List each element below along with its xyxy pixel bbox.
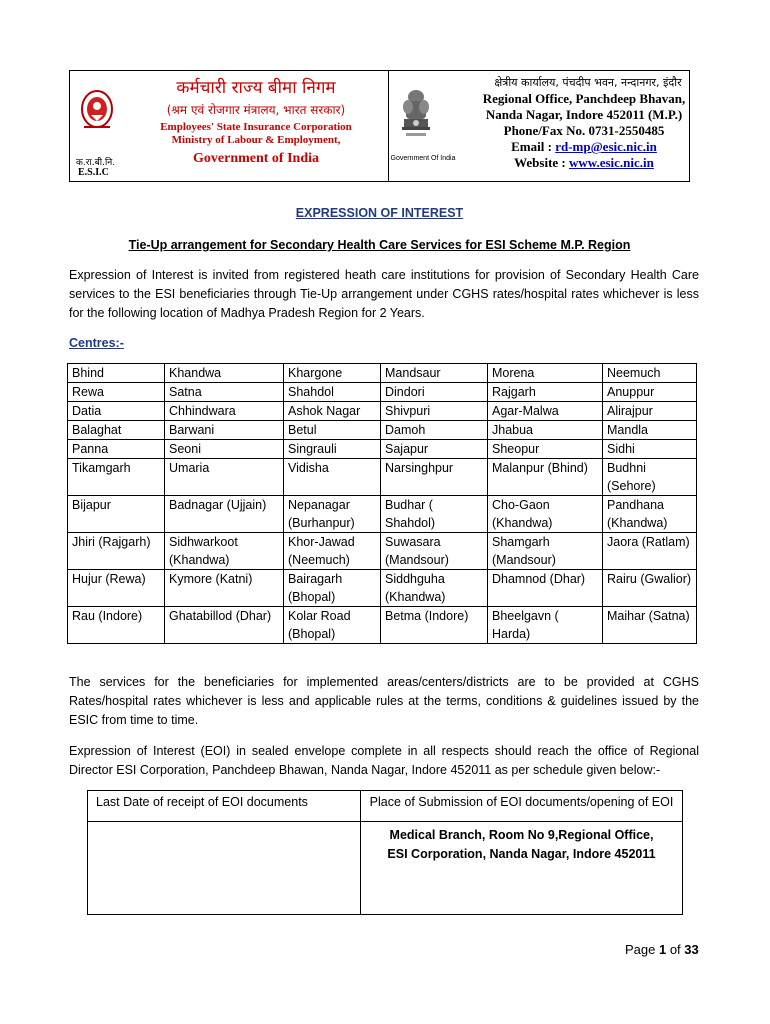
centres-row — [68, 459, 697, 496]
centre-cell: Narsinghpur — [381, 459, 488, 496]
website-label: Website : — [514, 155, 569, 170]
centre-cell: Shamgarh (Mandsour) — [488, 533, 603, 570]
centre-cell: Khargone — [284, 364, 381, 383]
centre-cell: Jaora (Ratlam) — [603, 533, 697, 570]
centre-cell: Alirajpur — [603, 402, 697, 421]
centre-cell: Mandla — [603, 421, 697, 440]
centre-cell: Tikamgarh — [68, 459, 165, 496]
centre-cell: Bheelgavn ( Harda) — [488, 607, 603, 644]
centre-cell: Anuppur — [603, 383, 697, 402]
centre-cell: Malanpur (Bhind) — [488, 459, 603, 496]
centre-cell: Betul — [284, 421, 381, 440]
centres-heading: Centres:- — [69, 336, 124, 350]
email-link[interactable]: rd-mp@esic.nic.in — [555, 139, 657, 154]
email-row — [478, 139, 690, 155]
website-row — [478, 155, 690, 171]
centre-cell: Rewa — [68, 383, 165, 402]
govt-name: Government of India — [193, 151, 319, 166]
schedule-header-row — [88, 791, 683, 822]
centre-cell: Umaria — [165, 459, 284, 496]
org-name-hindi: कर्मचारी राज्य बीमा निगम — [176, 78, 336, 98]
page-total: 33 — [684, 942, 699, 957]
centre-cell: Rairu (Gwalior) — [603, 570, 697, 607]
centre-cell: Bhind — [68, 364, 165, 383]
services-paragraph: The services for the beneficiaries for implemented areas/centers/districts are to be provided at CGHS Rates/hospital rates whichever is less and applicable rules at the terms, conditions & guidelines issued by the ESIC from time to time. — [69, 675, 699, 727]
page-number — [625, 940, 699, 959]
esic-hindi-abbr: क.रा.बी.नि. — [76, 158, 116, 168]
centre-cell: Datia — [68, 402, 165, 421]
centre-cell: Sidhwarkoot (Khandwa) — [165, 533, 284, 570]
centres-row — [68, 364, 697, 383]
intro-paragraph: Expression of Interest is invited from registered heath care institutions for provision of Secondary Health Care services to the ESI beneficiaries through Tie-Up arrangement under CGHS rates/hospital rates whichever is less for the following location of Madhya Pradesh Region for 2 Years. — [69, 268, 699, 320]
centre-cell: Jhiri (Rajgarh) — [68, 533, 165, 570]
centre-cell: Panna — [68, 440, 165, 459]
national-emblem-icon — [396, 87, 436, 141]
centre-cell: Bijapur — [68, 496, 165, 533]
centre-cell: Cho-Gaon (Khandwa) — [488, 496, 603, 533]
email-label: Email : — [511, 139, 556, 154]
centre-cell: Barwani — [165, 421, 284, 440]
letterhead-left-panel — [70, 71, 389, 181]
centres-row — [68, 421, 697, 440]
centre-cell: Rau (Indore) — [68, 607, 165, 644]
centre-cell: Ashok Nagar — [284, 402, 381, 421]
centre-cell: Sheopur — [488, 440, 603, 459]
page-of: of — [666, 942, 685, 957]
centres-table — [67, 363, 697, 644]
centre-cell: Betma (Indore) — [381, 607, 488, 644]
schedule-place-value: Medical Branch, Room No 9,Regional Office, ESI Corporation, Nanda Nagar, Indore 452011 — [361, 822, 683, 915]
centre-cell: Nepanagar (Burhanpur) — [284, 496, 381, 533]
centre-cell: Badnagar (Ujjain) — [165, 496, 284, 533]
org-en-line1: Employees' State Insurance Corporation — [160, 121, 352, 133]
regional-office-hindi: क्षेत्रीय कार्यालय, पंचदीप भवन, नन्दानगर, इंदौर — [494, 76, 682, 89]
centre-cell: Pandhana (Khandwa) — [603, 496, 697, 533]
page-current: 1 — [658, 942, 667, 957]
schedule-header-place: Place of Submission of EOI documents/opening of EOI — [361, 791, 683, 822]
org-en-line2: Ministry of Labour & Employment, — [171, 134, 341, 146]
ro-line3: Phone/Fax No. 0731-2550485 — [503, 123, 665, 138]
centre-cell: Khandwa — [165, 364, 284, 383]
centre-cell: Morena — [488, 364, 603, 383]
website-link[interactable]: www.esic.nic.in — [569, 155, 654, 170]
centre-cell: Seoni — [165, 440, 284, 459]
centre-cell: Shivpuri — [381, 402, 488, 421]
centre-cell: Ghatabillod (Dhar) — [165, 607, 284, 644]
centres-table-body — [68, 364, 697, 644]
centre-cell: Suwasara (Mandsour) — [381, 533, 488, 570]
letterhead-right-panel — [388, 71, 689, 181]
emblem-caption: Government Of India — [390, 155, 456, 162]
centre-cell: Dhamnod (Dhar) — [488, 570, 603, 607]
centre-cell: Kolar Road (Bhopal) — [284, 607, 381, 644]
schedule-date-value — [88, 822, 361, 915]
centre-cell: Neemuch — [603, 364, 697, 383]
centre-cell: Sidhi — [603, 440, 697, 459]
ministry-hindi: (श्रम एवं रोजगार मंत्रालय, भारत सरकार) — [166, 103, 346, 117]
ro-line2: Nanda Nagar, Indore 452011 (M.P.) — [485, 107, 683, 122]
centres-row — [68, 496, 697, 533]
centre-cell: Chhindwara — [165, 402, 284, 421]
centres-row — [68, 440, 697, 459]
centre-cell: Satna — [165, 383, 284, 402]
centres-row — [68, 607, 697, 644]
centre-cell: Khor-Jawad (Neemuch) — [284, 533, 381, 570]
ro-line1: Regional Office, Panchdeep Bhavan, — [482, 91, 686, 106]
centre-cell: Balaghat — [68, 421, 165, 440]
centre-cell: Jhabua — [488, 421, 603, 440]
document-title: EXPRESSION OF INTEREST — [295, 206, 464, 220]
centre-cell: Maihar (Satna) — [603, 607, 697, 644]
page-label: Page — [625, 942, 659, 957]
centre-cell: Mandsaur — [381, 364, 488, 383]
submission-paragraph: Expression of Interest (EOI) in sealed envelope complete in all respects should reach the office of Regional Director ESI Corporation, Panchdeep Bhawan, Nanda Nagar, Indore 452011 as per schedule given below:- — [69, 744, 699, 777]
centres-row — [68, 570, 697, 607]
esic-logo-icon — [80, 89, 114, 133]
schedule-value-row — [88, 822, 683, 915]
esic-abbr: E.S.I.C — [78, 167, 109, 178]
centre-cell: Dindori — [381, 383, 488, 402]
document-subtitle: Tie-Up arrangement for Secondary Health Care Services for ESI Scheme M.P. Region — [128, 238, 631, 252]
centre-cell: Budhar ( Shahdol) — [381, 496, 488, 533]
schedule-header-date: Last Date of receipt of EOI documents — [88, 791, 361, 822]
centres-row — [68, 533, 697, 570]
centre-cell: Bairagarh (Bhopal) — [284, 570, 381, 607]
centre-cell: Hujur (Rewa) — [68, 570, 165, 607]
regional-office-address — [478, 91, 690, 171]
centre-cell: Kymore (Katni) — [165, 570, 284, 607]
letterhead — [69, 70, 690, 182]
centre-cell: Shahdol — [284, 383, 381, 402]
centre-cell: Damoh — [381, 421, 488, 440]
centre-cell: Budhni (Sehore) — [603, 459, 697, 496]
schedule-table — [87, 790, 683, 915]
centre-cell: Sajapur — [381, 440, 488, 459]
centre-cell: Rajgarh — [488, 383, 603, 402]
centre-cell: Vidisha — [284, 459, 381, 496]
centre-cell: Agar-Malwa — [488, 402, 603, 421]
centres-row — [68, 402, 697, 421]
centre-cell: Siddhguha (Khandwa) — [381, 570, 488, 607]
centres-row — [68, 383, 697, 402]
centre-cell: Singrauli — [284, 440, 381, 459]
org-name-english — [142, 121, 370, 147]
